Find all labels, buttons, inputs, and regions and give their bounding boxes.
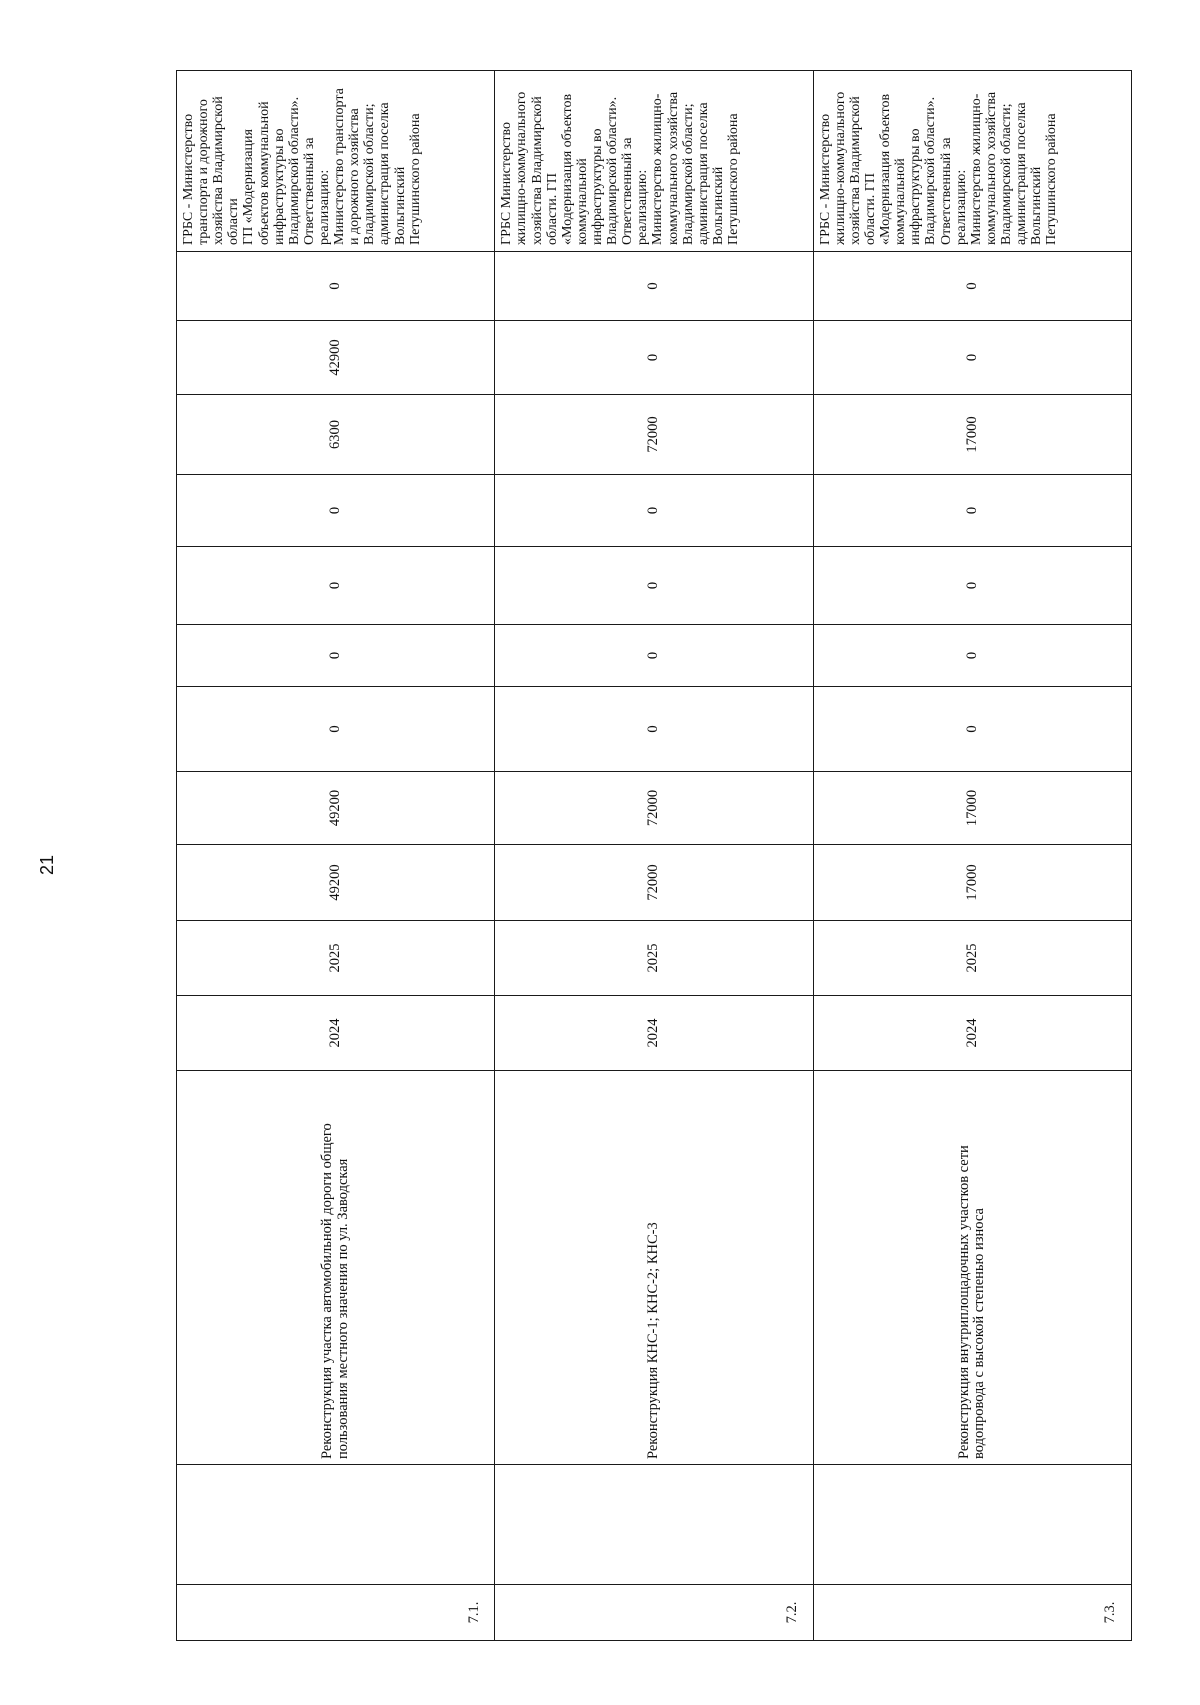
responsible-line: инфраструктуры во [908, 128, 924, 245]
row-number-cell: 7.2. [495, 1585, 813, 1641]
responsible-line: Министерство транспорта [332, 88, 348, 245]
responsible-line: Владимирской области». [923, 96, 939, 245]
value-cell: 0 [495, 547, 813, 625]
table-row [813, 71, 1131, 1641]
responsible-line: области. ГП [544, 172, 560, 245]
responsible-cell [813, 71, 1131, 252]
measure-name-cell: Реконструкция КНС-1; КНС-2; КНС-3 [495, 1071, 813, 1465]
responsible-line: Петушинского района [407, 113, 423, 245]
value-cell: 0 [177, 547, 495, 625]
responsible-line: «Модернизация объектов [559, 93, 575, 245]
responsible-line: и дорожного хозяйства [347, 108, 363, 245]
row-number-cell: 7.1. [177, 1585, 495, 1641]
responsible-line: коммунальной [574, 158, 590, 245]
responsible-line: жилищно-коммунального [514, 91, 530, 245]
value-cell: 17000 [813, 395, 1131, 475]
page-number: 21 [36, 854, 57, 876]
value-cell: 0 [813, 687, 1131, 772]
value-cell: 0 [495, 625, 813, 687]
responsible-line: инфраструктуры во [271, 128, 287, 245]
end-year-cell: 2025 [813, 921, 1131, 996]
responsible-line: хозяйства Владимирской [211, 96, 227, 245]
responsible-line: администрация поселка [1014, 102, 1030, 245]
responsible-line: ГРБС - Министерство [817, 113, 833, 245]
responsible-line: области. ГП [862, 172, 878, 245]
responsible-line: инфраструктуры во [589, 128, 605, 245]
value-cell: 49200 [177, 845, 495, 921]
responsible-line: жилищно-коммунального [832, 91, 848, 245]
responsible-line: Ответственный за [301, 137, 317, 245]
responsible-cell [177, 71, 495, 252]
value-cell: 0 [177, 687, 495, 772]
empty-cell [813, 1465, 1131, 1585]
value-cell: 49200 [177, 772, 495, 845]
start-year-cell: 2024 [813, 996, 1131, 1071]
value-cell: 0 [495, 252, 813, 321]
value-cell: 0 [177, 625, 495, 687]
measure-name-cell: Реконструкция внутриплощадочных участков сети водопровода с высокой степенью износа [813, 1071, 1131, 1465]
responsible-cell [495, 71, 813, 252]
responsible-line: хозяйства Владимирской [529, 96, 545, 245]
value-cell: 0 [177, 475, 495, 547]
value-cell: 0 [813, 547, 1131, 625]
responsible-line: ГРБС Министерство [499, 122, 515, 245]
responsible-line: Владимирской области». [605, 96, 621, 245]
value-cell: 0 [495, 321, 813, 395]
row-number-cell: 7.3. [813, 1585, 1131, 1641]
responsible-line: объектов коммунальной [256, 101, 272, 245]
value-cell: 0 [813, 625, 1131, 687]
responsible-line: Министерство жилищно- [968, 93, 984, 245]
responsible-line: Вольгинский [710, 166, 726, 245]
responsible-line: области [226, 198, 242, 245]
value-cell: 17000 [813, 845, 1131, 921]
value-cell: 0 [495, 475, 813, 547]
measure-name-cell: Реконструкция участка автомобильной дороги общего пользования местного значения по ул. Заводская [177, 1071, 495, 1465]
end-year-cell: 2025 [495, 921, 813, 996]
responsible-line: Владимирской области; [362, 103, 378, 245]
end-year-cell: 2025 [177, 921, 495, 996]
responsible-line: Вольгинский [392, 166, 408, 245]
responsible-line: коммунальной [893, 158, 909, 245]
responsible-line: коммунального хозяйства [983, 91, 999, 245]
responsible-line: администрация поселка [377, 102, 393, 245]
value-cell: 0 [813, 475, 1131, 547]
value-cell: 6300 [177, 395, 495, 475]
responsible-line: транспорта и дорожного [196, 99, 212, 245]
table-body [177, 71, 1132, 1641]
responsible-line: администрация поселка [695, 102, 711, 245]
responsible-line: коммунального хозяйства [665, 91, 681, 245]
table-row [177, 71, 495, 1641]
table-row [495, 71, 813, 1641]
responsible-line: ГРБС - Министерство [181, 113, 196, 245]
responsible-line: Ответственный за [938, 137, 954, 245]
value-cell: 0 [177, 252, 495, 321]
empty-cell [495, 1465, 813, 1585]
start-year-cell: 2024 [495, 996, 813, 1071]
responsible-line: Вольгинский [1029, 166, 1045, 245]
responsible-line: реализацию: [953, 169, 969, 245]
responsible-line: Петушинского района [1044, 113, 1060, 245]
responsible-line: реализацию: [635, 169, 651, 245]
value-cell: 0 [813, 321, 1131, 395]
responsible-line: хозяйства Владимирской [847, 96, 863, 245]
responsible-line: реализацию: [316, 169, 332, 245]
rotated-table-wrapper [176, 71, 1132, 1641]
program-measures-table [176, 70, 1132, 1641]
responsible-line: Министерство жилищно- [650, 93, 666, 245]
value-cell: 0 [813, 252, 1131, 321]
responsible-line: Петушинского района [725, 113, 741, 245]
value-cell: 72000 [495, 772, 813, 845]
start-year-cell: 2024 [177, 996, 495, 1071]
value-cell: 17000 [813, 772, 1131, 845]
value-cell: 72000 [495, 845, 813, 921]
value-cell: 42900 [177, 321, 495, 395]
responsible-line: Владимирской области». [286, 96, 302, 245]
responsible-line: Ответственный за [620, 137, 636, 245]
value-cell: 72000 [495, 395, 813, 475]
responsible-line: ГП «Модернизация [241, 129, 257, 245]
empty-cell [177, 1465, 495, 1585]
responsible-line: «Модернизация объектов [878, 93, 894, 245]
responsible-line: Владимирской области; [680, 103, 696, 245]
value-cell: 0 [495, 687, 813, 772]
responsible-line: Владимирской области; [998, 103, 1014, 245]
